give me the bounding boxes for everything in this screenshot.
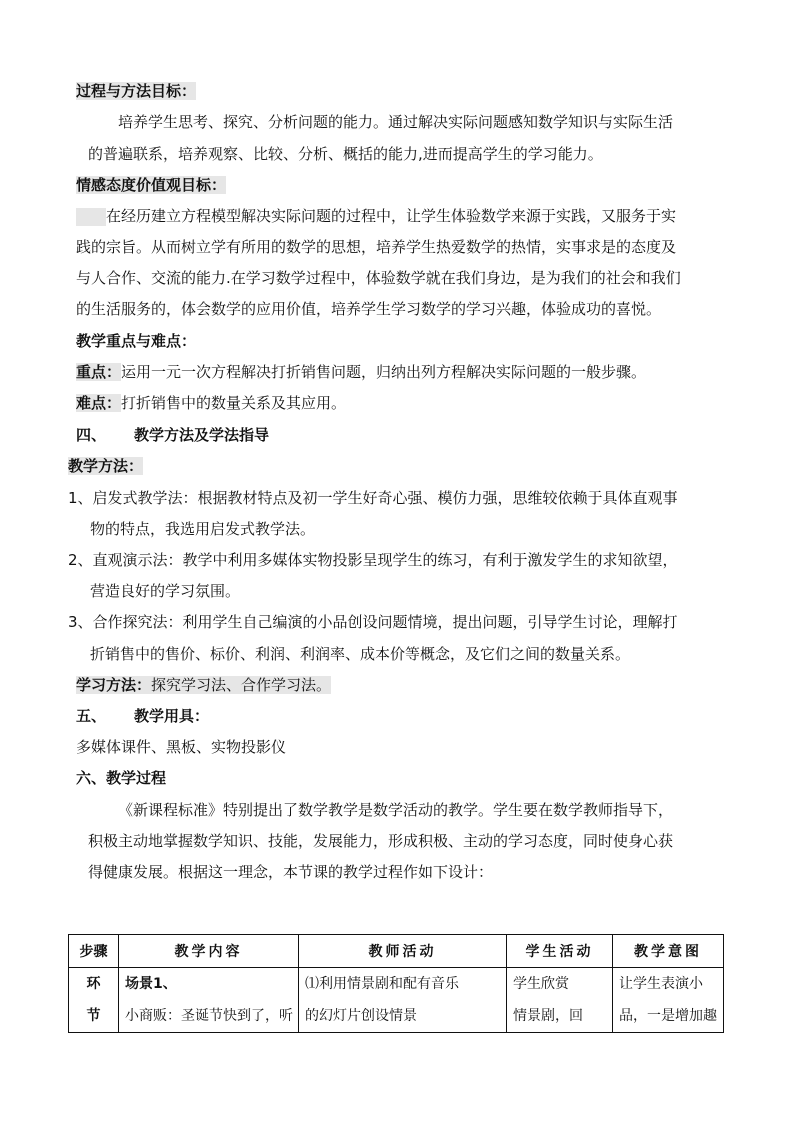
table-cell-teacher <box>299 968 507 1033</box>
teach-method-title <box>68 455 143 477</box>
method-2-line-2: 营造良好的学习氛围。 <box>90 582 241 600</box>
content-line-2: 小商贩：圣诞节快到了，听 <box>125 1008 293 1024</box>
process-line-3: 得健康发展。根据这一理念，本节课的教学过程作如下设计： <box>88 863 494 881</box>
emotion-title-text: 情感态度价值观目标： <box>76 176 227 194</box>
indent-shading <box>76 208 106 226</box>
teach-method-title-text: 教学方法： <box>68 457 144 475</box>
table-header-content: 教学内容 <box>119 935 299 968</box>
table-cell-student <box>507 968 613 1033</box>
emotion-line-1-text: 在经历建立方程模型解决实际问题的过程中，让学生体验数学来源于实践，又服务于实 <box>106 207 677 225</box>
content-line-1: 场景1、 <box>125 976 177 992</box>
learn-method-text: 探究学习法、合作学习法。 <box>151 676 332 694</box>
tools-heading-num: 五、 <box>76 707 107 725</box>
method-heading <box>76 424 269 446</box>
method-3-num: 3、 <box>68 613 93 631</box>
emotion-line-2: 践的宗旨。从而树立学有所用的数学的思想，培养学生热爱数学的热情，实事求是的态度及 <box>76 238 677 256</box>
emotion-line-4: 的生活服务的，体会数学的应用价值，培养学生学习数学的学习兴趣，体验成功的喜悦。 <box>76 300 662 318</box>
key-point <box>76 361 646 383</box>
method-2-num: 2、 <box>68 551 93 569</box>
process-line-1: 《新课程标准》特别提出了数学教学是数学活动的教学。学生要在数学教师指导下， <box>118 801 674 819</box>
key-title: 教学重点与难点： <box>76 332 197 350</box>
method-heading-num: 四、 <box>76 426 107 444</box>
student-line-2: 情景剧，回 <box>513 1008 583 1024</box>
method-1-line-1 <box>68 487 678 509</box>
process-method-title <box>76 80 196 102</box>
teacher-line-2: 的幻灯片创设情景 <box>305 1008 417 1024</box>
process-heading: 六、教学过程 <box>76 769 167 787</box>
emotion-title <box>76 174 226 196</box>
table-header-row <box>69 935 724 968</box>
table-row <box>69 968 724 1033</box>
method-3-line-1 <box>68 611 678 633</box>
method-1-line-2: 物的特点，我选用启发式教学法。 <box>90 520 316 538</box>
method-2-text-1: 直观演示法：教学中利用多媒体实物投影呈现学生的练习，有利于激发学生的求知欲望， <box>92 551 678 569</box>
learn-method <box>76 674 331 696</box>
table-header-teacher: 教师活动 <box>299 935 507 968</box>
tools-text: 多媒体课件、黑板、实物投影仪 <box>76 738 287 756</box>
lesson-process-table <box>68 934 724 1033</box>
intent-line-1: 让学生表演小 <box>619 976 703 992</box>
method-3-text-1: 合作探究法：利用学生自己编演的小品创设问题情境，提出问题，引导学生讨论，理解打 <box>92 613 678 631</box>
process-method-line-2: 的普遍联系，培养观察、比较、分析、概括的能力,进而提高学生的学习能力。 <box>88 145 603 163</box>
step-line-2: 节 <box>86 1008 101 1024</box>
emotion-line-3: 与人合作、交流的能力.在学习数学过程中，体验数学就在我们身边，是为我们的社会和我们 <box>76 269 681 287</box>
tools-heading <box>76 705 209 727</box>
intent-line-2: 品，一是增加趣 <box>619 1008 717 1024</box>
method-heading-text: 教学方法及学法指导 <box>134 426 270 444</box>
process-line-2: 积极主动地掌握数学知识、技能，发展能力，形成积极、主动的学习态度，同时使身心获 <box>88 832 674 850</box>
table-cell-intent <box>613 968 724 1033</box>
table-cell-content <box>119 968 299 1033</box>
emotion-line-1 <box>76 205 676 227</box>
process-method-line-1: 培养学生思考、探究、分析问题的能力。通过解决实际问题感知数学知识与实际生活 <box>118 113 674 131</box>
student-line-1: 学生欣赏 <box>513 976 569 992</box>
difficulty-label: 难点： <box>76 394 122 412</box>
table-cell-step <box>69 968 119 1033</box>
key-text: 运用一元一次方程解决打折销售问题，归纳出列方程解决实际问题的一般步骤。 <box>121 363 647 381</box>
method-2-line-1 <box>68 549 678 571</box>
table-header-step: 步骤 <box>69 935 119 968</box>
method-1-text-1: 启发式教学法：根据教材特点及初一学生好奇心强、模仿力强，思维较依赖于具体直观事 <box>92 489 678 507</box>
difficulty-point <box>76 392 346 414</box>
method-3-line-2: 折销售中的售价、标价、利润、利润率、成本价等概念，及它们之间的数量关系。 <box>90 645 631 663</box>
key-label: 重点： <box>76 363 122 381</box>
step-line-1: 环 <box>86 976 101 992</box>
table-header-intent: 教学意图 <box>613 935 724 968</box>
table-header-student: 学生活动 <box>507 935 613 968</box>
difficulty-text: 打折销售中的数量关系及其应用。 <box>121 394 347 412</box>
tools-heading-text: 教学用具： <box>134 707 210 725</box>
process-method-title-text: 过程与方法目标： <box>76 82 197 100</box>
teacher-line-1: ⑴利用情景剧和配有音乐 <box>305 976 459 992</box>
method-1-num: 1、 <box>68 489 93 507</box>
learn-method-label: 学习方法： <box>76 676 152 694</box>
